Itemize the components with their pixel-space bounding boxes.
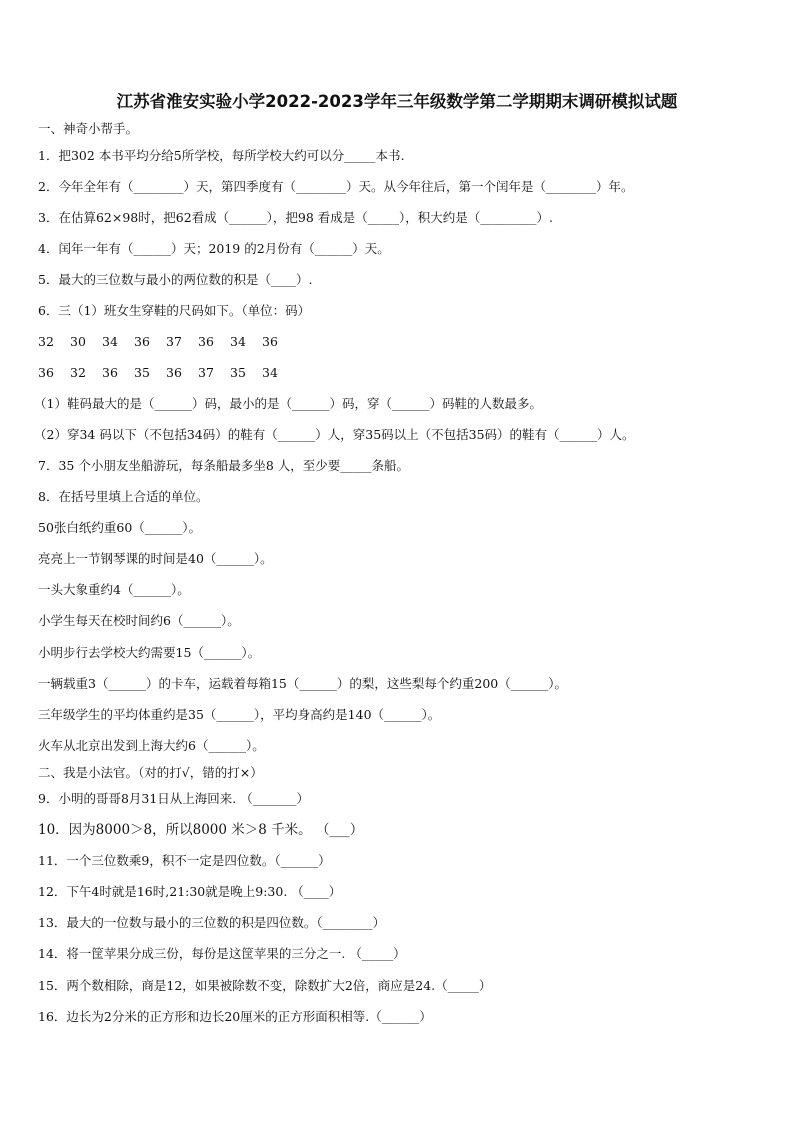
shoe-size: 30 — [70, 334, 86, 349]
shoe-size: 36 — [262, 334, 278, 349]
question-8-item: 一头大象重约4（______）。 — [38, 582, 190, 597]
question-16: 16．边长为2分米的正方形和边长20厘米的正方形面积相等.（______） — [38, 1009, 432, 1024]
question-13: 13．最大的一位数与最小的三位数的积是四位数。（________） — [38, 915, 386, 930]
shoe-size: 37 — [166, 334, 182, 349]
question-7: 7．35 个小朋友坐船游玩，每条船最多坐8 人，至少要_____条船。 — [38, 458, 410, 473]
shoe-size: 35 — [230, 365, 246, 380]
question-8-item: 三年级学生的平均体重约是35（______），平均身高约是140（______）。 — [38, 707, 441, 722]
question-8-item: 小学生每天在校时间约6（______）。 — [38, 613, 240, 628]
section-heading-1: 一、神奇小帮手。 — [38, 121, 139, 136]
question-15: 15．两个数相除，商是12，如果被除数不变，除数扩大2倍，商应是24.（_____） — [38, 978, 492, 993]
question-14: 14．将一筐苹果分成三份，每份是这筐苹果的三分之一. （_____） — [38, 946, 406, 961]
question-6-part-2: （2）穿34 码以下（不包括34码）的鞋有（______）人，穿35码以上（不包括35码）的鞋有（______）人。 — [34, 427, 635, 442]
question-8-item: 小明步行去学校大约需要15（______）。 — [38, 645, 261, 660]
question-6: 6．三（1）班女生穿鞋的尺码如下。（单位：码） — [38, 303, 311, 318]
shoe-size: 36 — [38, 365, 54, 380]
shoe-size: 36 — [102, 365, 118, 380]
question-12: 12．下午4时就是16时,21:30就是晚上9:30. （____） — [38, 884, 342, 899]
shoe-size: 32 — [38, 334, 54, 349]
question-5: 5．最大的三位数与最小的两位数的积是（____）. — [38, 272, 313, 287]
question-6-part-1: （1）鞋码最大的是（______）码，最小的是（______）码，穿（______）码鞋的人数最多。 — [34, 396, 542, 411]
question-1: 1．把302 本书平均分给5所学校，每所学校大约可以分_____本书. — [38, 148, 405, 163]
question-9: 9．小明的哥哥8月31日从上海回来. （_______） — [38, 791, 310, 806]
question-10: 10．因为8000＞8，所以8000 米＞8 千米。 （___） — [38, 822, 364, 838]
question-8-item: 亮亮上一节钢琴课的时间是40（______）。 — [38, 551, 273, 566]
question-3: 3．在估算62×98时，把62看成（______），把98 看成是（_____），积大约是（_________）. — [38, 210, 553, 225]
shoe-size: 37 — [198, 365, 214, 380]
question-2: 2．今年全年有（________）天，第四季度有（________）天。从今年往后，第一个闰年是（________）年。 — [38, 179, 634, 194]
question-8-item: 火车从北京出发到上海大约6（______）。 — [38, 738, 265, 753]
question-8-item: 50张白纸约重60（______）。 — [38, 520, 202, 535]
shoe-size: 36 — [166, 365, 182, 380]
question-4: 4．闰年一年有（______）天；2019 的2月份有（______）天。 — [38, 241, 390, 256]
shoe-size: 34 — [262, 365, 278, 380]
question-8-item: 一辆载重3（______）的卡车，运载着每箱15（______）的梨，这些梨每个约重200（______）。 — [38, 676, 567, 691]
shoe-size: 36 — [134, 334, 150, 349]
shoe-size: 36 — [198, 334, 214, 349]
section-heading-2: 二、我是小法官。（对的打√，错的打×） — [38, 765, 263, 780]
shoe-size: 35 — [134, 365, 150, 380]
question-11: 11．一个三位数乘9，积不一定是四位数。（______） — [38, 853, 331, 868]
shoe-size: 32 — [70, 365, 86, 380]
shoe-size-row-1 — [38, 334, 294, 350]
shoe-size: 34 — [230, 334, 246, 349]
shoe-size-row-2 — [38, 365, 294, 381]
question-8: 8．在括号里填上合适的单位。 — [38, 489, 209, 504]
exam-title: 江苏省淮安实验小学2022-2023学年三年级数学第二学期期末调研模拟试题 — [116, 92, 678, 111]
shoe-size: 34 — [102, 334, 118, 349]
